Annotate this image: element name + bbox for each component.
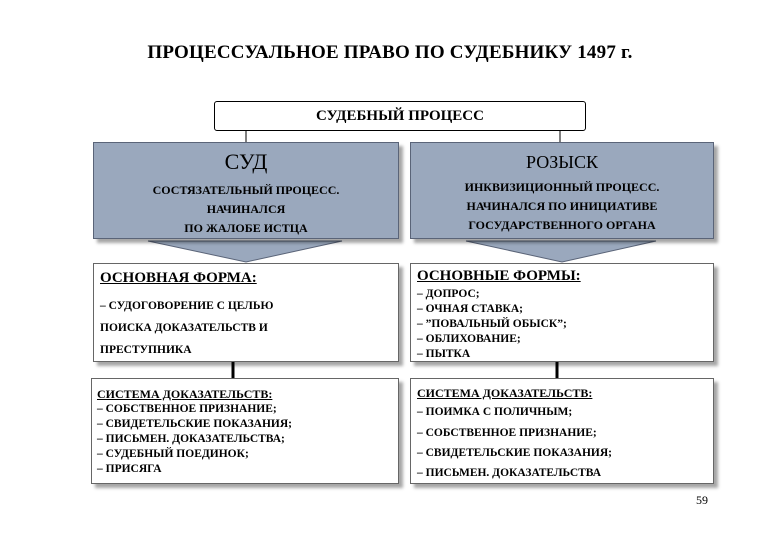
search-forms-line: – ОЧНАЯ СТАВКА; — [417, 303, 524, 315]
court-line: СОСТЯЗАТЕЛЬНЫЙ ПРОЦЕСС. — [152, 183, 340, 197]
court-form-box — [93, 263, 399, 362]
page-number: 59 — [696, 493, 708, 507]
court-down-arrow — [148, 241, 342, 262]
court-evidence-box — [91, 378, 399, 484]
court-heading: СУД — [224, 149, 268, 174]
court-evidence-line: – СВИДЕТЕЛЬСКИЕ ПОКАЗАНИЯ; — [97, 418, 292, 430]
search-description — [411, 178, 713, 235]
court-evidence-heading: СИСТЕМА ДОКАЗАТЕЛЬСТВ: — [97, 387, 273, 401]
court-form-line: – СУДОГОВОРЕНИЕ С ЦЕЛЬЮ — [100, 300, 274, 312]
search-forms-line: – ”ПОВАЛЬНЫЙ ОБЫСК”; — [417, 318, 567, 330]
search-evidence-line: – СОБСТВЕННОЕ ПРИЗНАНИЕ; — [417, 427, 597, 439]
judicial-process-box: СУДЕБНЫЙ ПРОЦЕСС — [214, 101, 586, 131]
page-title: ПРОЦЕССУАЛЬНОЕ ПРАВО ПО СУДЕБНИКУ 1497 г. — [147, 42, 633, 63]
search-evidence-heading: СИСТЕМА ДОКАЗАТЕЛЬСТВ: — [417, 386, 593, 400]
search-heading: РОЗЫСК — [526, 152, 598, 172]
court-description — [94, 181, 398, 238]
search-forms-heading: ОСНОВНЫЕ ФОРМЫ: — [417, 268, 581, 284]
court-line: ПО ЖАЛОБЕ ИСТЦА — [184, 221, 308, 235]
search-evidence-line: – СВИДЕТЕЛЬСКИЕ ПОКАЗАНИЯ; — [417, 447, 612, 459]
search-line: ИНКВИЗИЦИОННЫЙ ПРОЦЕСС. — [464, 180, 660, 194]
search-forms-line: – ПЫТКА — [417, 348, 471, 360]
search-line: НАЧИНАЛСЯ ПО ИНИЦИАТИВЕ — [466, 199, 658, 213]
search-forms-box — [410, 263, 714, 362]
court-box — [93, 142, 399, 239]
court-form-line: ПРЕСТУПНИКА — [100, 344, 192, 356]
court-evidence-line: – ПИСЬМЕН. ДОКАЗАТЕЛЬСТВА; — [97, 433, 285, 445]
court-form-line: ПОИСКА ДОКАЗАТЕЛЬСТВ И — [100, 322, 268, 334]
search-evidence-line: – ПИСЬМЕН. ДОКАЗАТЕЛЬСТВА — [417, 467, 602, 479]
search-evidence-box — [410, 378, 714, 484]
court-evidence-line: – ПРИСЯГА — [97, 463, 162, 475]
search-forms-line: – ОБЛИХОВАНИЕ; — [417, 333, 521, 345]
court-line: НАЧИНАЛСЯ — [206, 202, 286, 216]
search-down-arrow — [466, 241, 656, 262]
court-evidence-line: – СУДЕБНЫЙ ПОЕДИНОК; — [97, 448, 249, 460]
court-form-heading: ОСНОВНАЯ ФОРМА: — [100, 270, 257, 286]
search-box — [410, 142, 714, 239]
court-evidence-line: – СОБСТВЕННОЕ ПРИЗНАНИЕ; — [97, 403, 277, 415]
search-line: ГОСУДАРСТВЕННОГО ОРГАНА — [468, 218, 656, 232]
search-evidence-line: – ПОИМКА С ПОЛИЧНЫМ; — [417, 406, 573, 418]
search-forms-line: – ДОПРОС; — [417, 288, 480, 300]
